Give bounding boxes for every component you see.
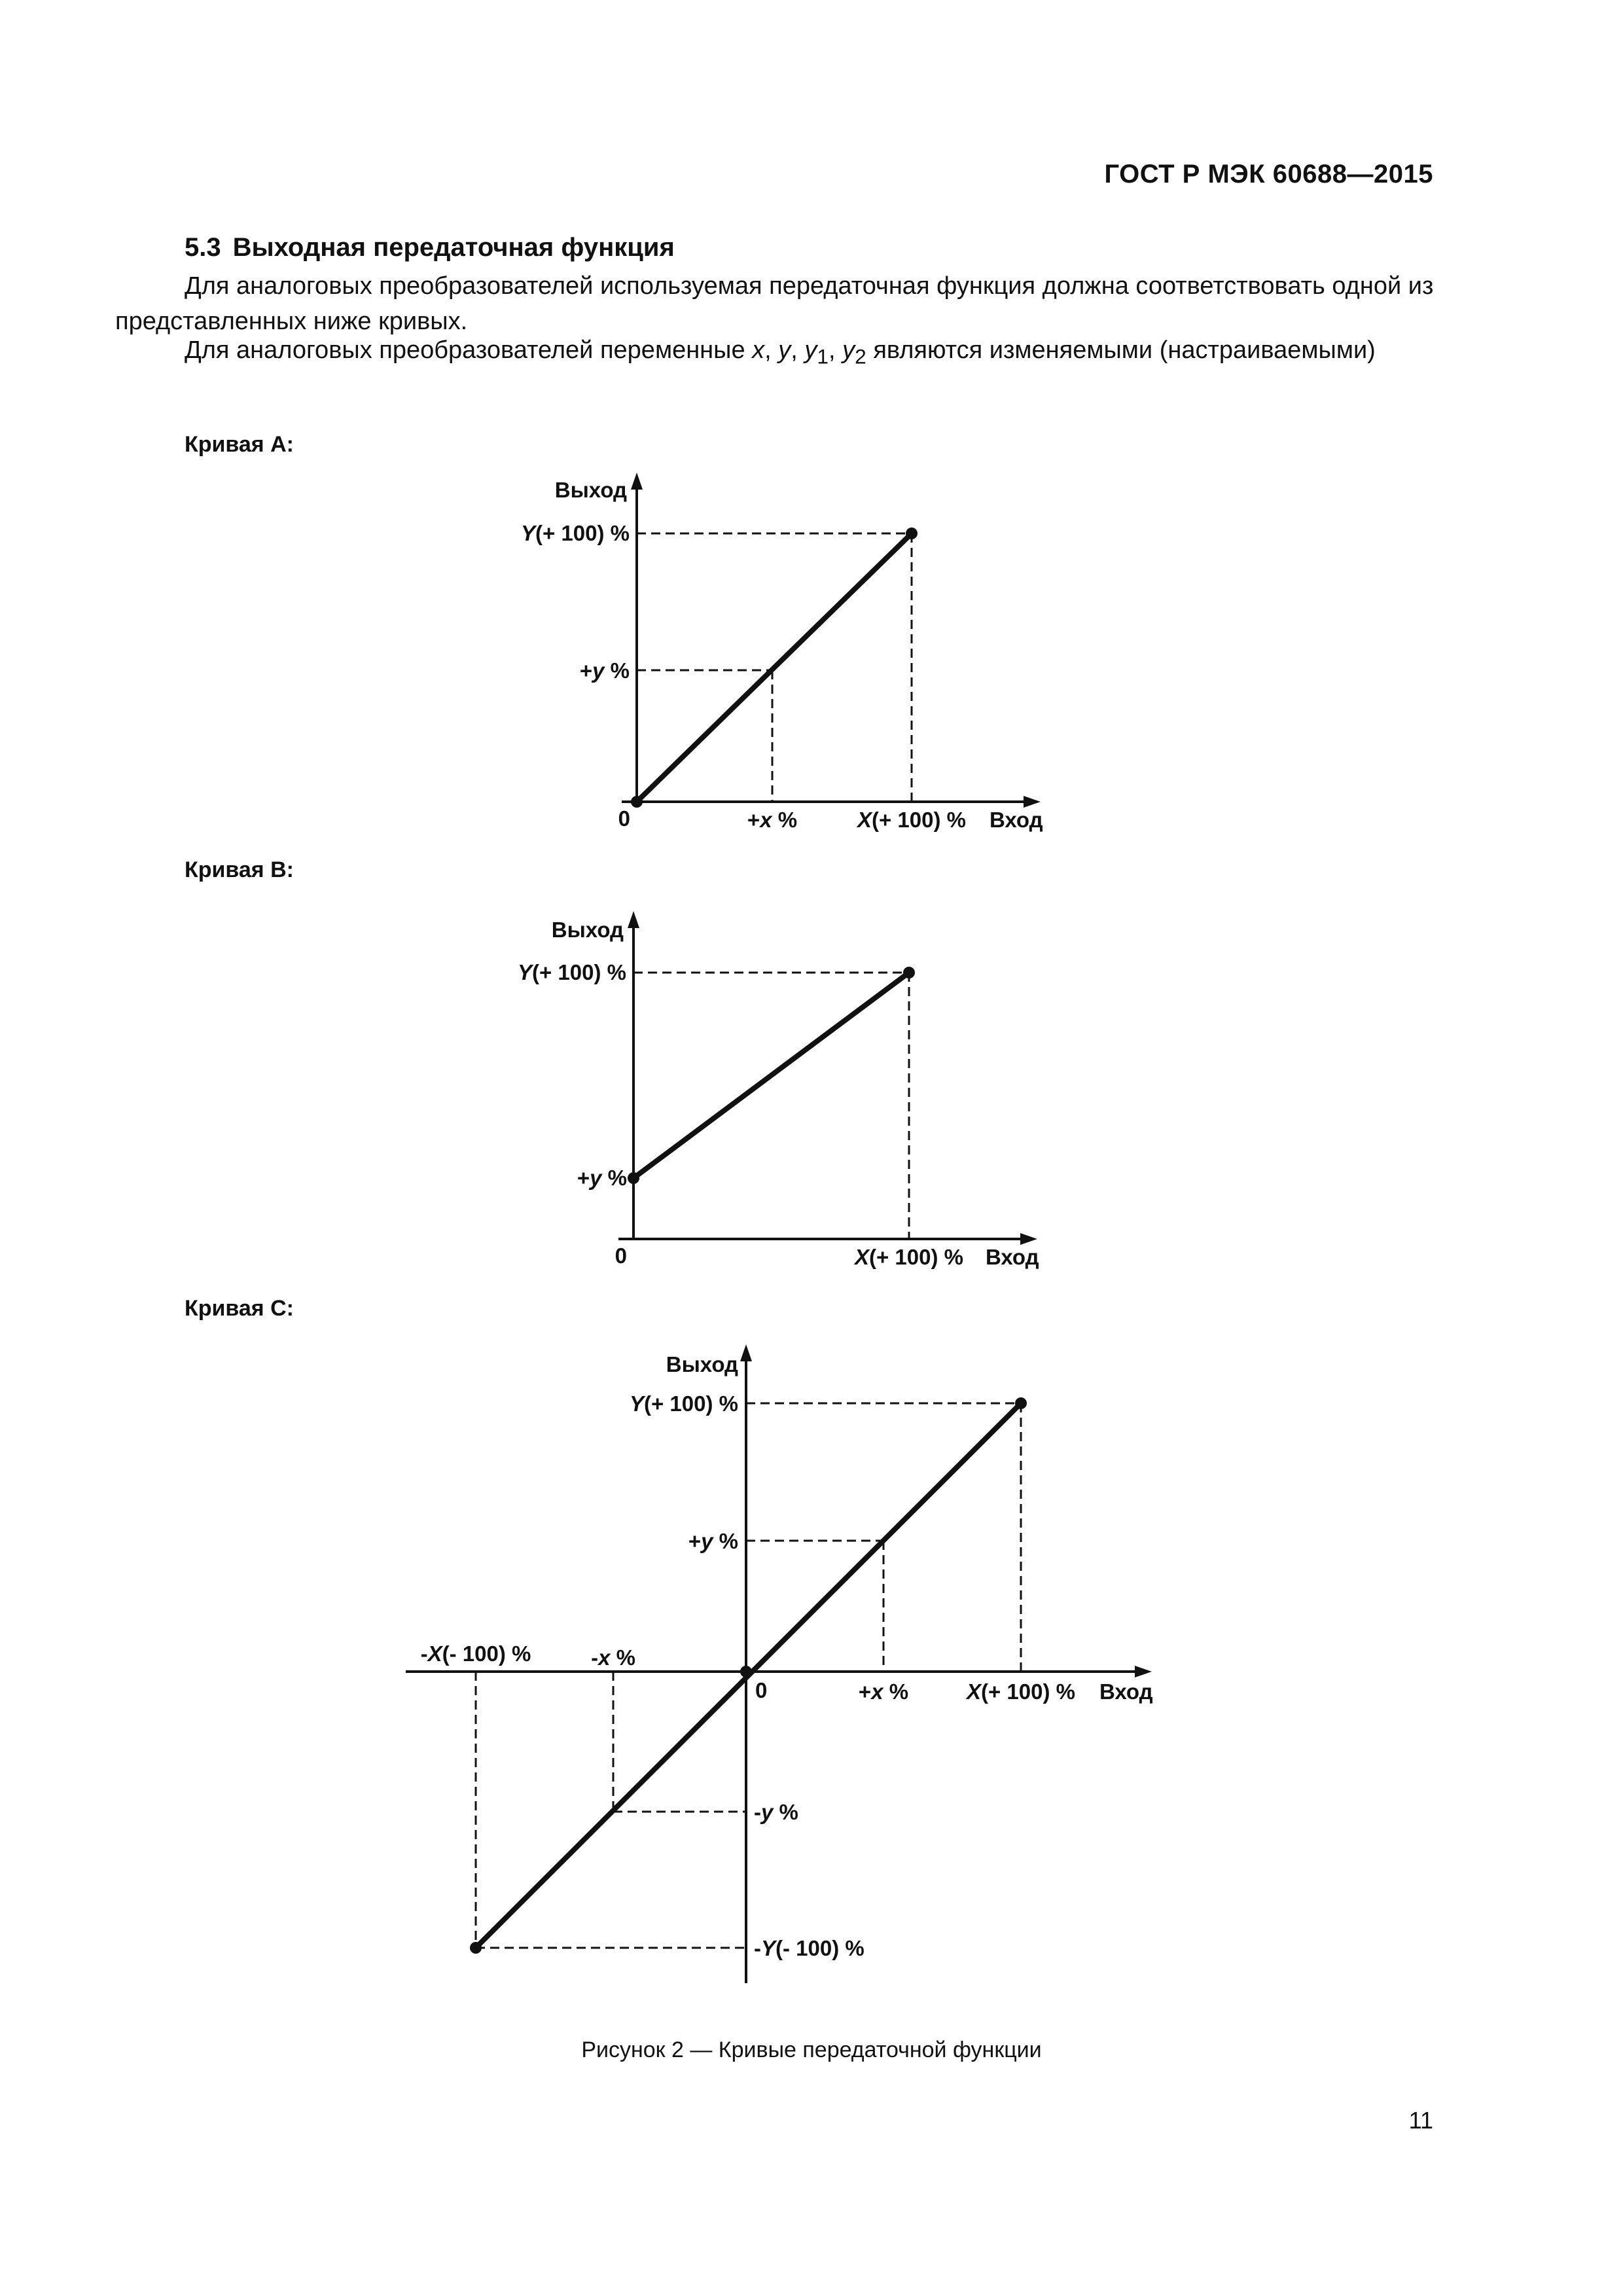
curve-a-ymid-label: +y %: [579, 658, 630, 683]
curve-b-axis-x-label: Вход: [986, 1245, 1039, 1269]
curve-b-axis-y-label: Выход: [551, 918, 624, 942]
curve-c-xmax-label: X(+ 100) %: [966, 1679, 1076, 1704]
curve-c-origin-label: 0: [755, 1678, 768, 1702]
figure-caption: Рисунок 2 — Кривые передаточной функции: [581, 2037, 1042, 2062]
curve-a-ymax-label: Y(+ 100) %: [520, 521, 630, 545]
curve-c-yneg-label: -y %: [754, 1800, 798, 1824]
var-y1: y: [804, 336, 817, 364]
curve-b-label: Кривая В:: [185, 857, 294, 882]
curve-c-y-arrow: [740, 1344, 752, 1361]
curve-c-ymin-label: -Y(- 100) %: [754, 1936, 865, 1960]
var-y1-subscript: 1: [817, 344, 829, 368]
curve-a-label: Кривая А:: [185, 432, 294, 457]
paragraph-2-tail: являются изменяемыми (настраиваемыми): [866, 336, 1376, 364]
sep-2: ,: [791, 336, 805, 364]
section-number: 5.3: [185, 233, 221, 262]
curve-a-xmid-label: +x %: [747, 808, 798, 832]
curve-c-ymid-label: +y %: [688, 1529, 738, 1553]
page-number: 11: [1408, 2107, 1433, 2134]
curve-b-yoffset-label: +y %: [577, 1166, 627, 1190]
paragraph-2-lead: Для аналоговых преобразователей переменные: [185, 336, 753, 364]
var-y: y: [778, 336, 791, 364]
curve-a-xmax-label: X(+ 100) %: [857, 808, 967, 832]
curve-c-label: Кривая С:: [185, 1296, 294, 1321]
paragraph-1-text: Для аналоговых преобразователей используемая передаточная функция должна соответствовать одной из представленных ниже кривых.: [115, 272, 1434, 335]
curve-c-axis-x-label: Вход: [1099, 1679, 1153, 1704]
curve-c-ymax-label: Y(+ 100) %: [629, 1391, 738, 1416]
sep-1: ,: [764, 336, 779, 364]
standard-identifier: ГОСТ Р МЭК 60688—2015: [1104, 160, 1433, 188]
curve-c-x-arrow: [1135, 1666, 1152, 1677]
var-y2: y: [842, 336, 855, 364]
curve-c-xmin-label: -X(- 100) %: [420, 1641, 531, 1666]
sep-3: ,: [829, 336, 843, 364]
curve-b-ymax-label: Y(+ 100) %: [517, 960, 626, 984]
var-y2-subscript: 2: [855, 344, 866, 368]
curve-a-origin-label: 0: [618, 806, 630, 831]
var-x: x: [752, 336, 765, 364]
curve-a-axis-x-label: Вход: [990, 808, 1043, 832]
curve-c-max-point: [1015, 1397, 1027, 1409]
curve-c-axis-y-label: Выход: [666, 1352, 738, 1376]
curve-c-origin-point: [740, 1666, 752, 1677]
curve-c-xmid-label: +x %: [858, 1679, 909, 1704]
curve-c-xneg-label: -x %: [591, 1645, 635, 1670]
curve-c-min-point: [470, 1942, 482, 1954]
section-title: Выходная передаточная функция: [232, 233, 675, 262]
curve-b-origin-label: 0: [615, 1244, 627, 1268]
curve-a-axis-y-label: Выход: [554, 478, 627, 502]
curve-b-xmax-label: X(+ 100) %: [854, 1245, 964, 1269]
